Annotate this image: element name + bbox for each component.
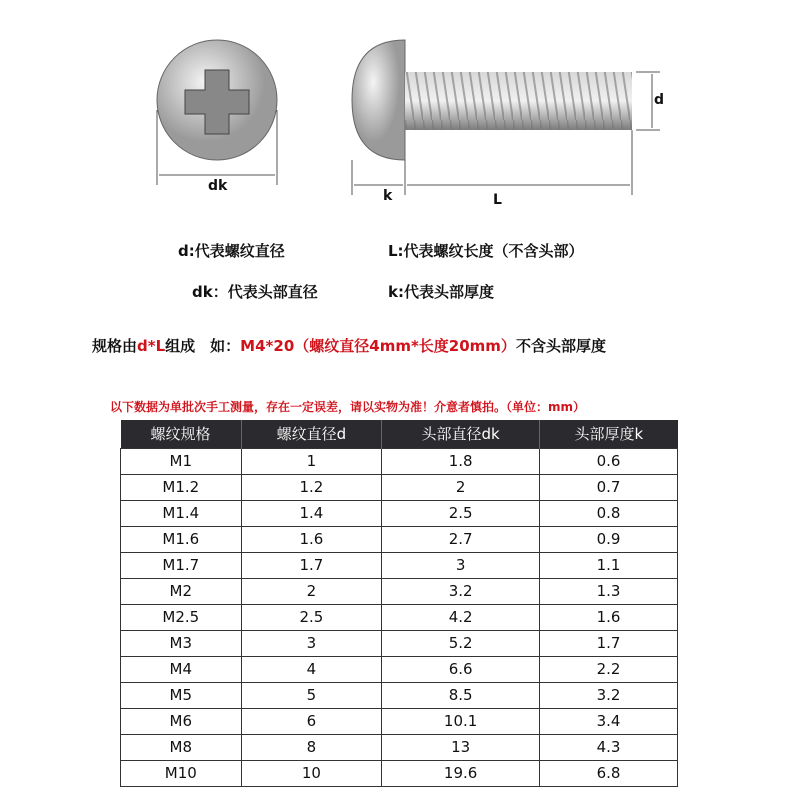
table-cell: M1.6 xyxy=(121,526,242,552)
table-cell: 2.7 xyxy=(382,526,540,552)
table-cell: 2.5 xyxy=(382,500,540,526)
table-cell: 10.1 xyxy=(382,708,540,734)
column-header: 螺纹直径d xyxy=(241,420,382,448)
table-cell: 5 xyxy=(241,682,382,708)
table-cell: 0.6 xyxy=(540,448,678,474)
table-cell: M1.2 xyxy=(121,474,242,500)
legend-k: k:代表头部厚度 xyxy=(388,283,494,301)
table-row xyxy=(121,448,678,474)
spec-example: M4*20（螺纹直径4mm*长度20mm） xyxy=(240,337,516,355)
table-row xyxy=(121,500,678,526)
table-cell: 1.2 xyxy=(241,474,382,500)
legend-d: d:代表螺纹直径 xyxy=(178,242,285,260)
column-header: 头部直径dk xyxy=(382,420,540,448)
table-cell: 1.7 xyxy=(241,552,382,578)
table-row xyxy=(121,734,678,760)
table-cell: M1 xyxy=(121,448,242,474)
table-cell: 2.5 xyxy=(241,604,382,630)
table-cell: 1.7 xyxy=(540,630,678,656)
table-cell: 4 xyxy=(241,656,382,682)
table-cell: 6.8 xyxy=(540,760,678,786)
table-cell: 3.4 xyxy=(540,708,678,734)
table-cell: 1.6 xyxy=(241,526,382,552)
table-cell: M4 xyxy=(121,656,242,682)
table-cell: 1.4 xyxy=(241,500,382,526)
table-cell: 2.2 xyxy=(540,656,678,682)
column-header: 螺纹规格 xyxy=(121,420,242,448)
table-cell: M2 xyxy=(121,578,242,604)
screw-top-view xyxy=(157,40,277,160)
table-cell: 1.1 xyxy=(540,552,678,578)
table-cell: M1.4 xyxy=(121,500,242,526)
table-cell: 1.6 xyxy=(540,604,678,630)
table-cell: 13 xyxy=(382,734,540,760)
table-row xyxy=(121,682,678,708)
spec-description xyxy=(92,335,606,356)
table-cell: 0.7 xyxy=(540,474,678,500)
table-cell: M1.7 xyxy=(121,552,242,578)
table-row xyxy=(121,604,678,630)
legend-dk: dk：代表头部直径 xyxy=(192,283,318,301)
legend-L: L:代表螺纹长度（不含头部） xyxy=(388,242,584,260)
table-cell: 3.2 xyxy=(382,578,540,604)
table-cell: 2 xyxy=(382,474,540,500)
spec-formula: d*L xyxy=(137,337,166,355)
table-cell: M3 xyxy=(121,630,242,656)
k-label: k xyxy=(383,188,393,204)
table-cell: 8.5 xyxy=(382,682,540,708)
table-row xyxy=(121,656,678,682)
table-row xyxy=(121,760,678,786)
table-cell: 19.6 xyxy=(382,760,540,786)
table-cell: 2 xyxy=(241,578,382,604)
table-row xyxy=(121,526,678,552)
table-row xyxy=(121,708,678,734)
table-cell: 10 xyxy=(241,760,382,786)
table-cell: M5 xyxy=(121,682,242,708)
table-cell: M2.5 xyxy=(121,604,242,630)
measurement-note: 以下数据为单批次手工测量，存在一定误差，请以实物为准！介意者慎拍。（单位：mm） xyxy=(110,400,586,414)
screw-diagram xyxy=(0,0,800,220)
table-cell: 1.8 xyxy=(382,448,540,474)
table-row xyxy=(121,474,678,500)
table-row xyxy=(121,552,678,578)
table-cell: M6 xyxy=(121,708,242,734)
table-cell: 0.9 xyxy=(540,526,678,552)
table-cell: 1 xyxy=(241,448,382,474)
table-cell: 4.2 xyxy=(382,604,540,630)
column-header: 头部厚度k xyxy=(540,420,678,448)
table-cell: 4.3 xyxy=(540,734,678,760)
table-cell: 1.3 xyxy=(540,578,678,604)
table-cell: 6 xyxy=(241,708,382,734)
table-cell: 0.8 xyxy=(540,500,678,526)
table-cell: 5.2 xyxy=(382,630,540,656)
table-cell: 3.2 xyxy=(540,682,678,708)
dk-label: dk xyxy=(208,178,228,194)
table-cell: M8 xyxy=(121,734,242,760)
d-label: d xyxy=(654,92,665,108)
spec-mid: 组成 如： xyxy=(165,337,241,355)
spec-table xyxy=(120,420,678,787)
table-row xyxy=(121,578,678,604)
table-cell: 6.6 xyxy=(382,656,540,682)
L-label: L xyxy=(493,192,502,208)
screw-side-view xyxy=(352,40,632,160)
table-cell: 3 xyxy=(241,630,382,656)
table-cell: 3 xyxy=(382,552,540,578)
table-row xyxy=(121,630,678,656)
table-cell: M10 xyxy=(121,760,242,786)
spec-prefix: 规格由 xyxy=(92,337,138,355)
table-cell: 8 xyxy=(241,734,382,760)
spec-suffix: 不含头部厚度 xyxy=(515,337,606,355)
